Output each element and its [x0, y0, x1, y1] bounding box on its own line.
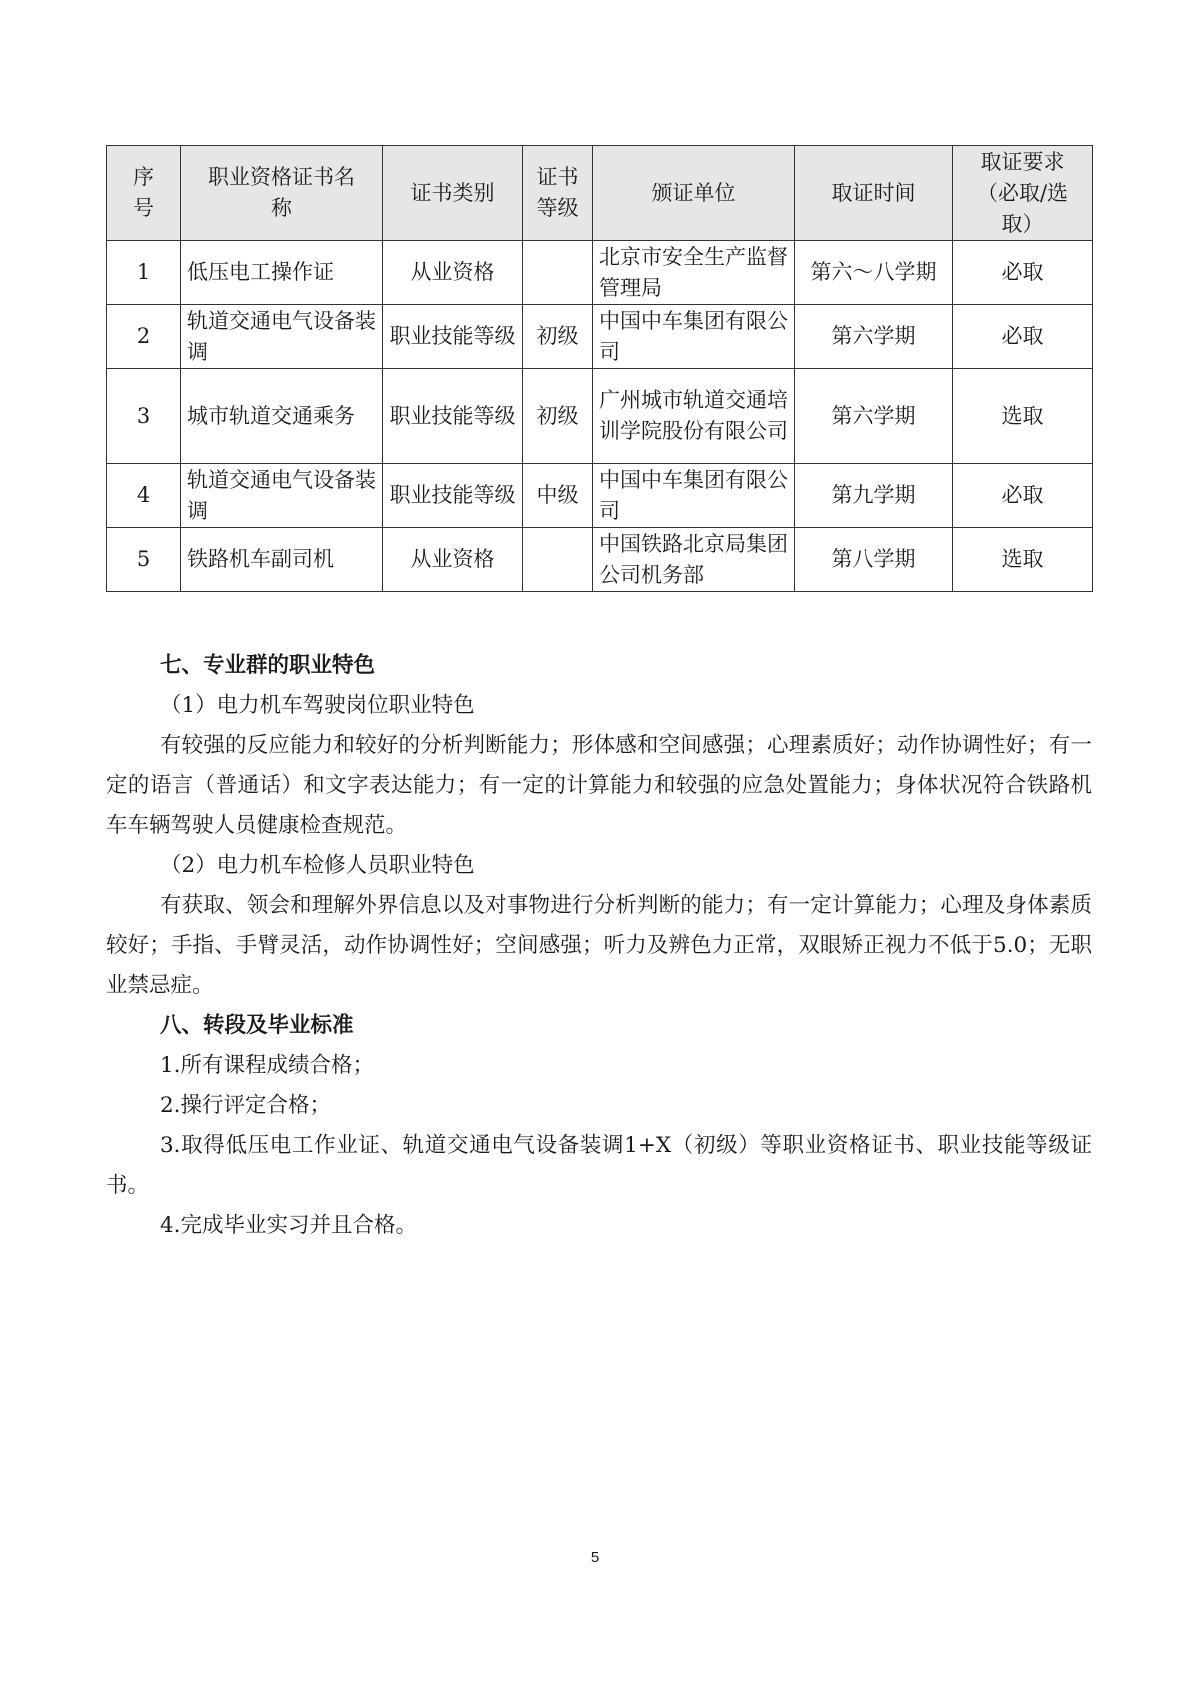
section8-item-4: 4.完成毕业实习并且合格。	[160, 1213, 418, 1238]
cell-issuer: 中国中车集团有限公司	[593, 305, 795, 369]
cell-level	[523, 241, 593, 305]
section7-paragraph-2: 有获取、领会和理解外界信息以及对事物进行分析判断的能力；有一定计算能力；心理及身体素质较好；手指、手臂灵活，动作协调性好；空间感强；听力及辨色力正常，双眼矫正视力不低于5.0；无职业禁忌症。	[106, 893, 1092, 998]
cell-certificate-name: 铁路机车副司机	[181, 528, 383, 592]
cell-certificate-name: 轨道交通电气设备装调	[181, 464, 383, 528]
section8-item-1: 1.所有课程成绩合格；	[160, 1053, 375, 1078]
section7-subheading-1: （1）电力机车驾驶岗位职业特色	[160, 693, 475, 718]
section8-item-3: 3.取得低压电工作业证、轨道交通电气设备装调1+X（初级）等职业资格证书、职业技能等级证书。	[106, 1133, 1092, 1198]
cell-time: 第九学期	[795, 464, 953, 528]
header-certificate-name: 职业资格证书名 称	[181, 146, 383, 241]
cell-level: 初级	[523, 369, 593, 464]
cell-time: 第六学期	[795, 369, 953, 464]
page-number: 5	[590, 1549, 600, 1566]
section7-paragraph-1: 有较强的反应能力和较好的分析判断能力；形体感和空间感强；心理素质好；动作协调性好；有一定的语言（普通话）和文字表达能力；有一定的计算能力和较强的应急处置能力；身体状况符合铁路机车车辆驾驶人员健康检查规范。	[106, 733, 1092, 838]
cell-issuer: 北京市安全生产监督管理局	[593, 241, 795, 305]
header-category: 证书类别	[383, 146, 523, 241]
header-level: 证书 等级	[523, 146, 593, 241]
cell-issuer: 中国中车集团有限公司	[593, 464, 795, 528]
section8-item-2: 2.操行评定合格；	[160, 1093, 332, 1118]
table-row	[107, 305, 1093, 369]
cell-time: 第六学期	[795, 305, 953, 369]
cell-requirement: 必取	[953, 464, 1093, 528]
cell-category: 从业资格	[383, 241, 523, 305]
table-header-row	[107, 146, 1093, 241]
cell-certificate-name: 低压电工操作证	[181, 241, 383, 305]
table-row	[107, 464, 1093, 528]
cell-certificate-name: 轨道交通电气设备装调	[181, 305, 383, 369]
cell-category: 职业技能等级	[383, 464, 523, 528]
cell-issuer: 中国铁路北京局集团公司机务部	[593, 528, 795, 592]
certificate-table	[106, 145, 1093, 592]
cell-index: 1	[107, 241, 181, 305]
cell-category: 从业资格	[383, 528, 523, 592]
cell-time: 第八学期	[795, 528, 953, 592]
cell-requirement: 必取	[953, 241, 1093, 305]
cell-index: 5	[107, 528, 181, 592]
cell-level: 中级	[523, 464, 593, 528]
section7-subheading-2: （2）电力机车检修人员职业特色	[160, 853, 475, 878]
cell-index: 4	[107, 464, 181, 528]
header-time: 取证时间	[795, 146, 953, 241]
cell-index: 2	[107, 305, 181, 369]
cell-requirement: 必取	[953, 305, 1093, 369]
cell-category: 职业技能等级	[383, 305, 523, 369]
cell-time: 第六～八学期	[795, 241, 953, 305]
body-text	[106, 646, 1092, 1246]
table-row	[107, 369, 1093, 464]
table-row	[107, 528, 1093, 592]
cell-issuer: 广州城市轨道交通培训学院股份有限公司	[593, 369, 795, 464]
cell-category: 职业技能等级	[383, 369, 523, 464]
cell-level	[523, 528, 593, 592]
header-requirement: 取证要求 （必取/选 取）	[953, 146, 1093, 241]
cell-requirement: 选取	[953, 528, 1093, 592]
table-row	[107, 241, 1093, 305]
cell-certificate-name: 城市轨道交通乘务	[181, 369, 383, 464]
cell-level: 初级	[523, 305, 593, 369]
section7-heading: 七、专业群的职业特色	[160, 653, 376, 678]
header-index: 序 号	[107, 146, 181, 241]
header-issuer: 颁证单位	[593, 146, 795, 241]
cell-index: 3	[107, 369, 181, 464]
section8-heading: 八、转段及毕业标准	[160, 1013, 354, 1038]
cell-requirement: 选取	[953, 369, 1093, 464]
